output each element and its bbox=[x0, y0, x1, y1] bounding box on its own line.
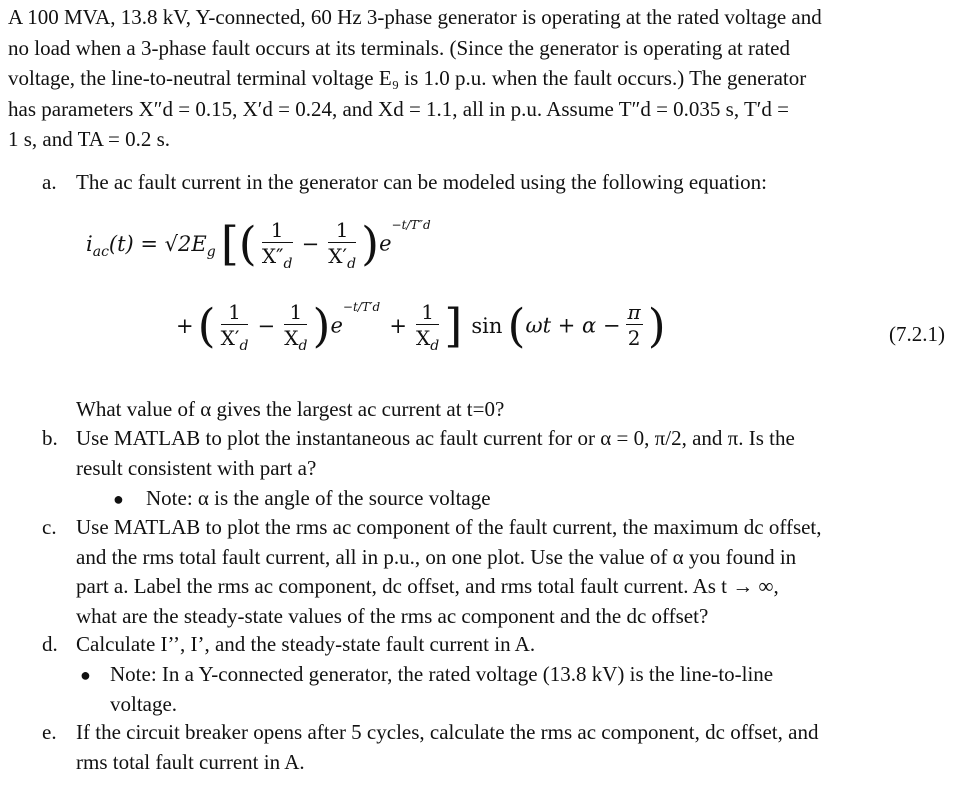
part-c-label: c. bbox=[42, 515, 57, 539]
bullet-icon: ● bbox=[113, 489, 124, 509]
part-b-line: Use MATLAB to plot the instantaneous ac fault current for or α = 0, π/2, and π. Is the bbox=[76, 426, 795, 450]
part-a bbox=[0, 168, 975, 198]
part-c-line: what are the steady-state values of the rms ac component and the dc offset? bbox=[76, 603, 709, 628]
part-e-label: e. bbox=[42, 720, 57, 744]
part-b bbox=[0, 424, 975, 484]
part-e bbox=[0, 718, 975, 778]
part-c-line: Use MATLAB to plot the rms ac component of the fault current, the maximum dc offset, bbox=[76, 515, 822, 539]
intro-line: has parameters X″d = 0.15, X′d = 0.24, and Xd = 1.1, all in p.u. Assume T″d = 0.035 s, T′d = bbox=[8, 96, 789, 121]
part-c bbox=[0, 513, 975, 633]
intro-line: 1 s, and TA = 0.2 s. bbox=[8, 127, 171, 151]
part-d-text: Calculate I’’, I’, and the steady-state fault current in A. bbox=[76, 632, 536, 656]
fraction: $\frac{1}{X_d}$ bbox=[284, 300, 308, 354]
part-a-text: The ac fault current in the generator can be modeled using the following equation: bbox=[76, 170, 768, 194]
fraction: $\frac{\pi}{2}$ bbox=[627, 300, 641, 350]
part-a-label: a. bbox=[42, 170, 57, 194]
part-b-line: result consistent with part a? bbox=[76, 455, 317, 480]
part-d-note-line: Note: In a Y-connected generator, the rated voltage (13.8 kV) is the line-to-line bbox=[110, 662, 774, 686]
intro-line: voltage, the line-to-neutral terminal voltage E₉ is 1.0 p.u. when the fault occurs.) The generator bbox=[8, 66, 807, 90]
part-c-line: and the rms total fault current, all in p.u., on one plot. Use the value of α you found in bbox=[76, 544, 797, 569]
intro-line: A 100 MVA, 13.8 kV, Y-connected, 60 Hz 3-phase generator is operating at the rated voltage and bbox=[8, 5, 822, 29]
equation-number: (7.2.1) bbox=[889, 322, 945, 346]
equation-line-1: $i_{ac}(t) = √2E_g$ [( $\frac{1}{X''_d}$ − $\frac{1}{X'_d}$ )$e^{-t/T''d}$ bbox=[86, 216, 431, 272]
part-d-label: d. bbox=[42, 632, 58, 656]
intro-paragraph bbox=[8, 2, 968, 155]
part-c-line: part a. Label the rms ac component, dc offset, and rms total fault current. As t → ∞, bbox=[76, 574, 779, 598]
fraction: $\frac{1}{X''_d}$ bbox=[261, 218, 293, 272]
part-e-line: If the circuit breaker opens after 5 cycles, calculate the rms ac component, dc offset, and bbox=[76, 720, 819, 744]
part-b-label: b. bbox=[42, 426, 58, 450]
part-e-line: rms total fault current in A. bbox=[76, 749, 305, 774]
part-b-note-text: Note: α is the angle of the source voltage bbox=[146, 486, 491, 510]
part-d-note bbox=[0, 660, 975, 720]
fraction: $\frac{1}{X_d}$ bbox=[416, 300, 440, 354]
bullet-icon: ● bbox=[80, 665, 91, 685]
equation-line-2: +( $\frac{1}{X'_d}$ − $\frac{1}{X_d}$ )$e^{-t/T'd}$ + $\frac{1}{X_d}$ ] sin (ωt + α − $\frac{\pi}{2}$ ) bbox=[176, 298, 666, 354]
part-a-question: What value of α gives the largest ac current at t=0? bbox=[76, 397, 505, 421]
part-d bbox=[0, 630, 975, 660]
intro-line: no load when a 3-phase fault occurs at its terminals. (Since the generator is operating at rated bbox=[8, 35, 790, 60]
fraction: $\frac{1}{X'_d}$ bbox=[220, 300, 249, 354]
part-d-note-line: voltage. bbox=[110, 691, 178, 716]
part-b-note bbox=[0, 484, 975, 514]
fraction: $\frac{1}{X'_d}$ bbox=[328, 218, 357, 272]
